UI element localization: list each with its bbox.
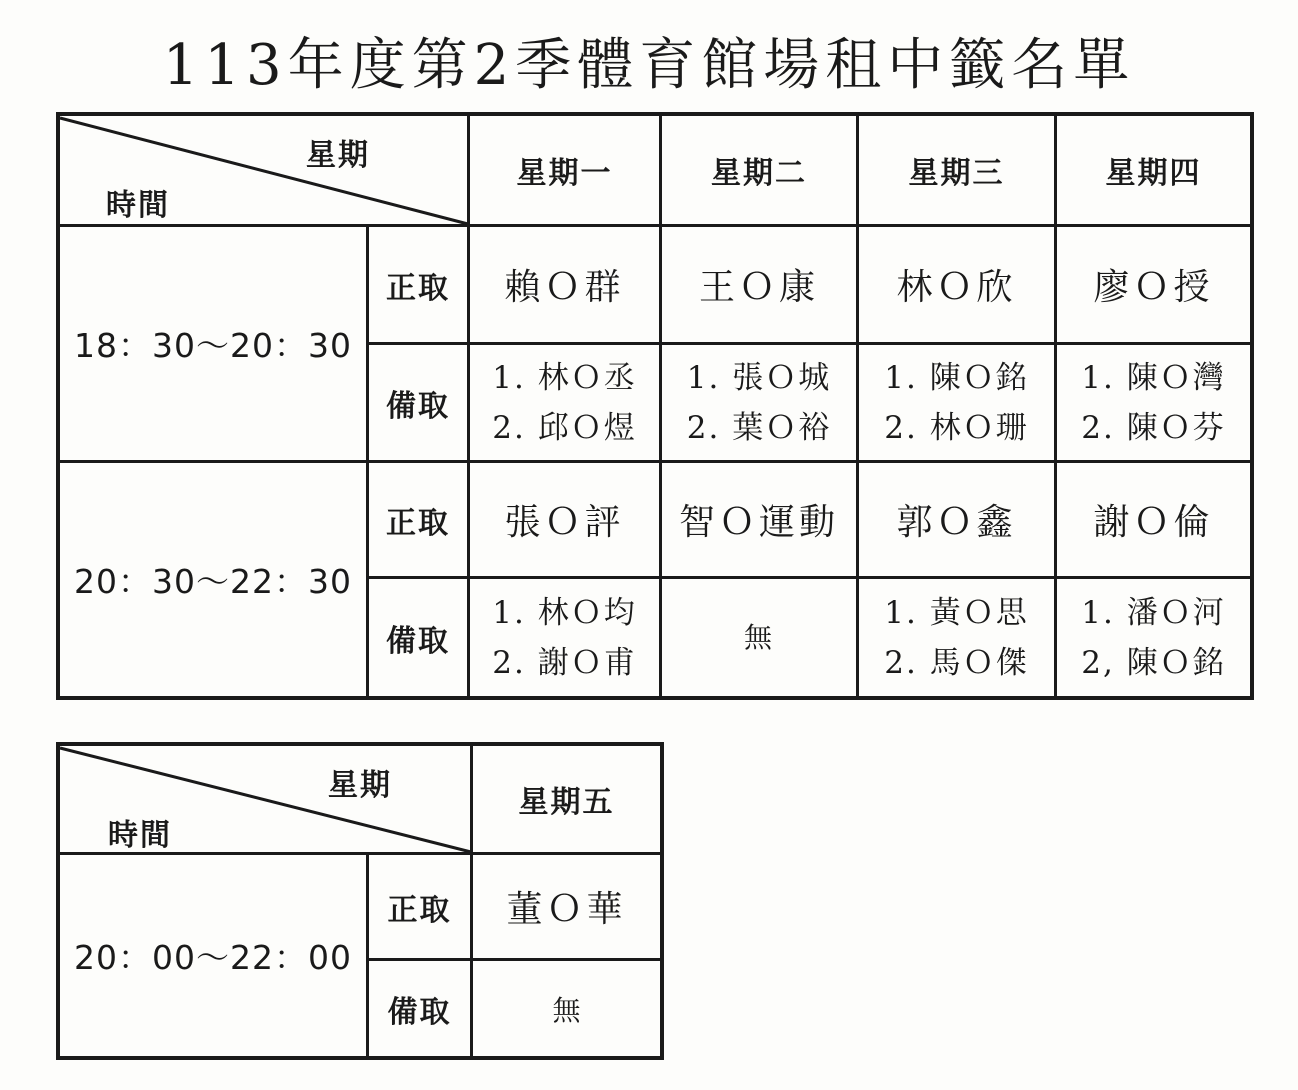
time-slot-fri: 20：00～22：00 bbox=[74, 938, 352, 977]
alternates-wed bbox=[859, 579, 1054, 696]
corner-label-time: 時間 bbox=[108, 818, 172, 853]
alternate-entry: 1. 陳Ｏ灣 bbox=[1081, 359, 1226, 396]
alternate-entry: 1. 張Ｏ城 bbox=[686, 359, 832, 396]
main-label: 正取 bbox=[386, 505, 450, 541]
alt-label: 備取 bbox=[387, 994, 452, 1030]
time-slot-2: 20：30～22：30 bbox=[74, 562, 352, 601]
main-winner-thu: 謝Ｏ倫 bbox=[1093, 502, 1214, 543]
alternate-entry: 2. 邱Ｏ煜 bbox=[492, 409, 637, 446]
page-title: 113年度第2季體育館場租中籤名單 bbox=[162, 33, 1136, 98]
main-winner-fri: 董Ｏ華 bbox=[506, 889, 627, 930]
alt-label: 備取 bbox=[386, 623, 450, 659]
main-winner-tue: 智Ｏ運動 bbox=[678, 502, 839, 543]
day-header-fri: 星期五 bbox=[518, 785, 615, 820]
alternate-entry: 2. 馬Ｏ傑 bbox=[884, 644, 1029, 681]
corner-label-time: 時間 bbox=[106, 188, 170, 223]
alternate-entry: 1. 林Ｏ均 bbox=[492, 594, 637, 631]
day-header-thu: 星期四 bbox=[1105, 156, 1202, 191]
corner-label-weekday: 星期 bbox=[328, 768, 392, 803]
main-winner-thu: 廖Ｏ授 bbox=[1093, 267, 1214, 308]
alternates-wed bbox=[859, 345, 1054, 460]
alternate-entry: 1. 林Ｏ丞 bbox=[492, 359, 637, 396]
alt-label: 備取 bbox=[386, 388, 450, 424]
alternate-entry: 2. 陳Ｏ芬 bbox=[1081, 409, 1226, 446]
main-label: 正取 bbox=[386, 270, 450, 306]
main-winner-wed: 郭Ｏ鑫 bbox=[896, 502, 1017, 543]
time-slot-1: 18：30～20：30 bbox=[74, 326, 352, 365]
alternate-entry: 2. 謝Ｏ甫 bbox=[492, 644, 637, 681]
corner-label-weekday: 星期 bbox=[306, 138, 370, 173]
alternate-entry: 2. 林Ｏ珊 bbox=[884, 409, 1029, 446]
day-header-tue: 星期二 bbox=[711, 156, 807, 191]
alternate-entry: 1. 黃Ｏ思 bbox=[884, 594, 1029, 631]
main-winner-wed: 林Ｏ欣 bbox=[896, 267, 1017, 308]
alternate-entry: 1. 潘Ｏ河 bbox=[1081, 594, 1226, 631]
day-header-mon: 星期一 bbox=[516, 156, 613, 191]
day-header-wed: 星期三 bbox=[908, 156, 1005, 191]
main-winner-mon: 賴Ｏ群 bbox=[504, 267, 625, 308]
alternates-fri: 無 bbox=[552, 993, 581, 1027]
main-winner-mon: 張Ｏ評 bbox=[504, 502, 625, 543]
main-label: 正取 bbox=[387, 892, 452, 928]
main-winner-tue: 王Ｏ康 bbox=[698, 267, 819, 308]
alternate-entry: 2. 葉Ｏ裕 bbox=[686, 409, 832, 446]
alternate-entry: 2, 陳Ｏ銘 bbox=[1081, 644, 1226, 681]
alternates-thu bbox=[1057, 579, 1250, 696]
alternate-none: 無 bbox=[743, 620, 774, 654]
alternate-entry: 1. 陳Ｏ銘 bbox=[884, 359, 1029, 396]
alternates-thu bbox=[1057, 345, 1250, 460]
